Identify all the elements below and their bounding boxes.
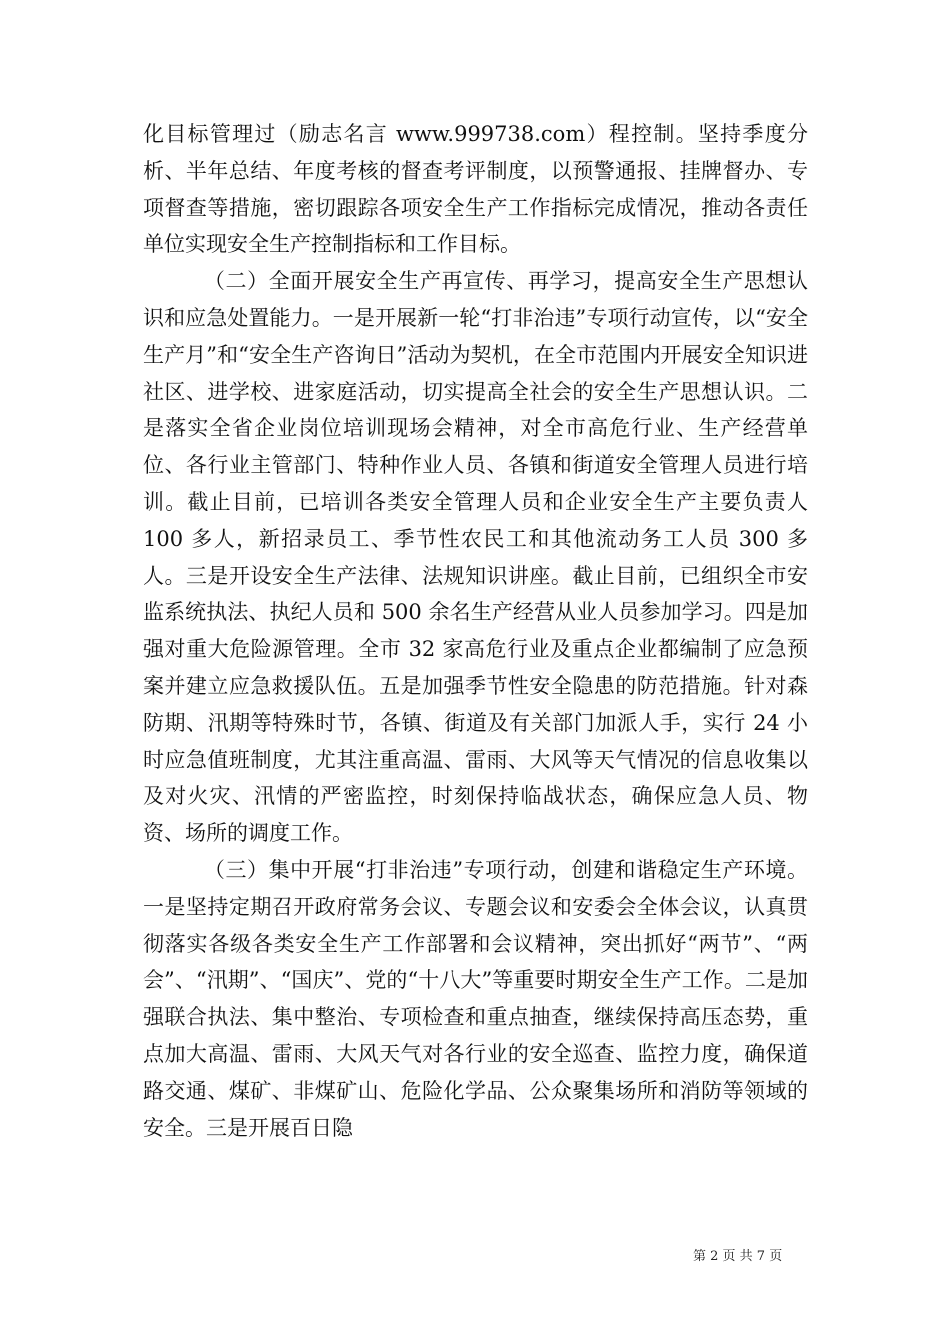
page-number-footer: 第 2 页 共 7 页: [693, 1249, 783, 1264]
paragraph-continuation: 化目标管理过（励志名言 www.999738.com）程控制。坚持季度分析、半年总结、年度考核的督查考评制度，以预警通报、挂牌督办、专项督查等措施，密切跟踪各项安全生产工作指标完成情况，推动各责任单位实现安全生产控制指标和工作目标。: [143, 122, 808, 257]
paragraph-section-3: （三）集中开展“打非治违”专项行动，创建和谐稳定生产环境。一是坚持定期召开政府常务会议、专题会议和安委会全体会议，认真贯彻落实各级各类安全生产工作部署和会议精神，突出抓好“两节”、“两会”、“汛期”、“国庆”、党的“十八大”等重要时期安全生产工作。二是加强联合执法、集中整治、专项检查和重点抽查，继续保持高压态势，重点加大高温、雷雨、大风天气对各行业的安全巡查、监控力度，确保道路交通、煤矿、非煤矿山、危险化学品、公众聚集场所和消防等领域的安全。三是开展百日隐: [143, 857, 808, 1140]
body-text: [143, 116, 808, 1146]
paragraph-section-2: （二）全面开展安全生产再宣传、再学习，提高安全生产思想认识和应急处置能力。一是开展新一轮“打非治违”专项行动宣传，以“安全生产月”和“安全生产咨询日”活动为契机，在全市范围内开展安全知识进社区、进学校、进家庭活动，切实提高全社会的安全生产思想认识。二是落实全省企业岗位培训现场会精神，对全市高危行业、生产经营单位、各行业主管部门、特种作业人员、各镇和街道安全管理人员进行培训。截止目前，已培训各类安全管理人员和企业安全生产主要负责人 100 多人，新招录员工、季节性农民工和其他流动务工人员 300 多人。三是开设安全生产法律、法规知识讲座。截止目前，已组织全市安监系统执法、执纪人员和 500 余名生产经营从业人员参加学习。四是加强对重大危险源管理。全市 32 家高危行业及重点企业都编制了应急预案并建立应急救援队伍。五是加强季节性安全隐患的防范措施。针对森防期、汛期等特殊时节，各镇、街道及有关部门加派人手，实行 24 小时应急值班制度，尤其注重高温、雷雨、大风等天气情况的信息收集以及对火灾、汛情的严密监控，时刻保持临战状态，确保应急人员、物资、场所的调度工作。: [143, 269, 808, 846]
